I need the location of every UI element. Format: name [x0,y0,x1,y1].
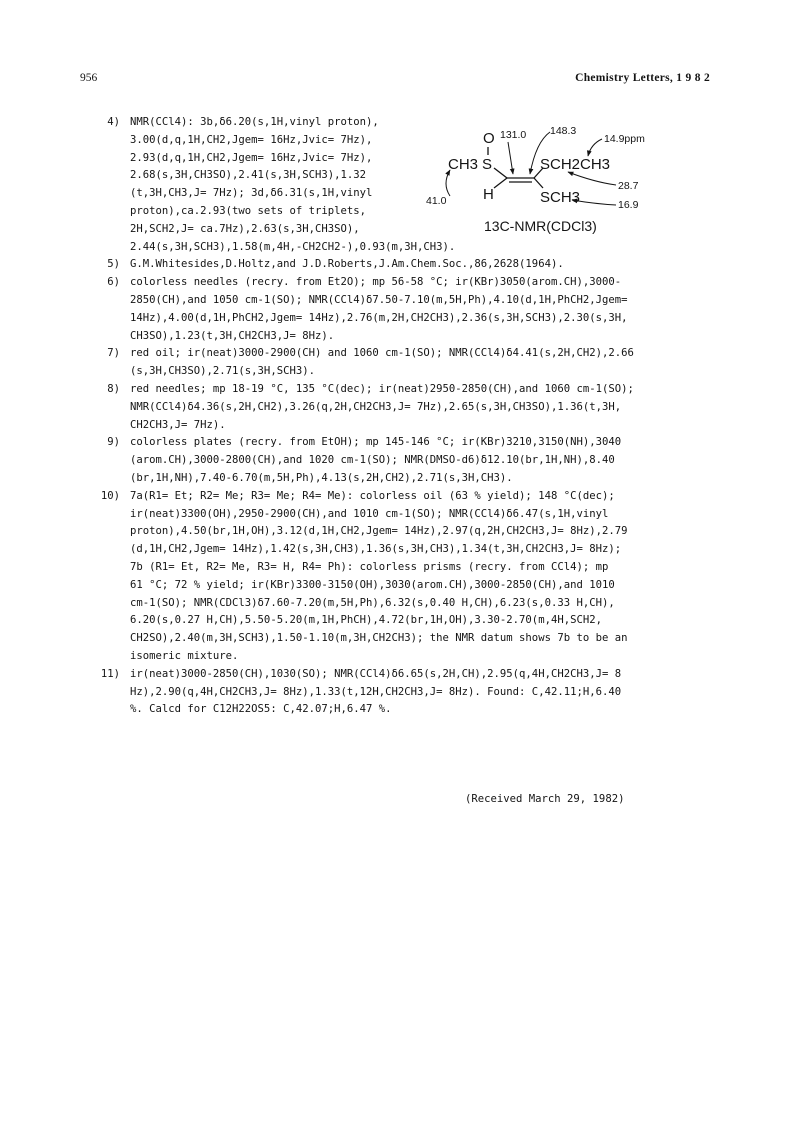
shift-131: 131.0 [500,129,527,141]
reference-line: CH3SO),1.23(t,3H,CH2CH3,J= 8Hz). [130,329,335,342]
reference-line: 2.93(d,q,1H,CH2,Jgem= 16Hz,Jvic= 7Hz), [130,151,373,164]
reference-line: CH2SO),2.40(m,3H,SCH3),1.50-1.10(m,3H,CH2CH3); the NMR datum shows 7b to be an [130,632,628,645]
reference-line: ir(neat)3300(OH),2950-2900(CH),and 1010 cm-1(SO); NMR(CCl4)δ6.47(s,1H,vinyl [130,507,609,520]
shift-149: 14.9ppm [604,133,645,145]
reference-line: proton),ca.2.93(two sets of triplets, [130,204,366,217]
reference-line: (br,1H,NH),7.40-6.70(m,5H,Ph),4.13(s,2H,CH2),2.71(s,3H,CH3). [130,471,513,484]
reference-number: 7) [107,347,120,360]
reference-line: (d,1H,CH2,Jgem= 14Hz),1.42(s,3H,CH3),1.36(s,3H,CH3),1.34(t,3H,CH2CH3,J= 8Hz); [130,543,622,556]
oxygen-atom: O [483,130,495,147]
shift-410: 41.0 [426,195,447,207]
reference-line: %. Calcd for C12H22OS5: C,42.07;H,6.47 %. [130,703,392,716]
reference-line: isomeric mixture. [130,649,239,662]
reference-line: 14Hz),4.00(d,1H,PhCH2,Jgem= 14Hz),2.76(m,2H,CH2CH3),2.36(s,3H,SCH3),2.30(s,3H, [130,311,628,324]
reference-number: 10) [100,489,120,502]
reference-line: proton),4.50(br,1H,OH),3.12(d,1H,CH2,Jgem= 14Hz),2.97(q,2H,CH2CH3,J= 8Hz),2.79 [130,525,628,538]
reference-number: 4) [107,116,120,128]
reference-item [86,274,726,345]
reference-line: 2850(CH),and 1050 cm-1(SO); NMR(CCl4)δ7.50-7.10(m,5H,Ph),4.10(d,1H,PhCH2,Jgem= [130,293,628,306]
methyl-group-left: CH3 [448,156,479,173]
journal-header: Chemistry Letters, 1 9 8 2 [575,72,710,84]
reference-number: 6) [107,276,120,289]
reference-item [86,345,726,381]
reference-line: G.M.Whitesides,D.Holtz,and J.D.Roberts,J.Am.Chem.Soc.,86,2628(1964). [130,258,564,271]
shift-287: 28.7 [618,180,639,192]
reference-line: 2.68(s,3H,CH3SO),2.41(s,3H,SCH3),1.32 [130,169,366,182]
reference-line: 7b (R1= Et, R2= Me, R3= H, R4= Ph): colorless prisms (recry. from CCl4); mp [130,560,609,573]
sulfinyl-sulfur: S [482,156,493,173]
figure-caption: 13C-NMR(CDCl3) [484,218,597,234]
reference-item [86,256,726,274]
reference-line: 2.44(s,3H,SCH3),1.58(m,4H,-CH2CH2-),0.93(m,3H,CH3). [130,240,456,253]
reference-line: 2H,SCH2,J= ca.7Hz),2.63(s,3H,CH3SO), [130,222,360,235]
reference-line: colorless needles (recry. from Et2O); mp 56-58 °C; ir(KBr)3050(arom.CH),3000- [130,276,622,289]
reference-line: Hz),2.90(q,4H,CH2CH3,J= 8Hz),1.33(t,12H,CH2CH3,J= 8Hz). Found: C,42.11;H,6.40 [130,685,622,698]
reference-line: CH2CH3,J= 7Hz). [130,418,226,431]
reference-item [86,434,726,487]
reference-number: 8) [107,382,120,395]
reference-line: 3.00(d,q,1H,CH2,Jgem= 16Hz,Jvic= 7Hz), [130,133,373,146]
hydrogen-atom: H [483,186,494,203]
reference-number: 9) [107,436,120,449]
reference-line: cm-1(SO); NMR(CDCl3)δ7.60-7.20(m,5H,Ph),6.32(s,0.40 H,CH),6.23(s,0.33 H,CH), [130,596,615,609]
reference-line: red oil; ir(neat)3000-2900(CH) and 1060 cm-1(SO); NMR(CCl4)δ4.41(s,2H,CH2),2.66 [130,347,634,360]
received-date: (Received March 29, 1982) [465,793,625,805]
reference-number: 5) [107,258,120,271]
reference-line: NMR(CCl4): 3b,δ6.20(s,1H,vinyl proton), [130,116,379,128]
reference-line: 6.20(s,0.27 H,CH),5.50-5.20(m,1H,PhCH),4.72(br,1H,OH),3.30-2.70(m,4H,SCH2, [130,614,602,627]
ethylthio-group: SCH2CH3 [540,156,611,173]
reference-line: (s,3H,CH3SO),2.71(s,3H,SCH3). [130,365,315,378]
reference-item [86,381,726,434]
shift-169: 16.9 [618,199,639,211]
reference-line: (t,3H,CH3,J= 7Hz); 3d,δ6.31(s,1H,vinyl [130,187,373,200]
shift-1483: 148.3 [550,125,577,137]
reference-line: ir(neat)3000-2850(CH),1030(SO); NMR(CCl4)δ6.65(s,2H,CH),2.95(q,4H,CH2CH3,J= 8 [130,667,622,680]
reference-line: NMR(CCl4)δ4.36(s,2H,CH2),3.26(q,2H,CH2CH3,J= 7Hz),2.65(s,3H,CH3SO),1.36(t,3H, [130,400,622,413]
reference-item [86,666,726,719]
reference-line: 7a(R1= Et; R2= Me; R3= Me; R4= Me): colorless oil (63 % yield); 148 °C(dec); [130,489,615,502]
page-number: 956 [80,72,98,84]
reference-line: 61 °C; 72 % yield; ir(KBr)3300-3150(OH),3030(arom.CH),3000-2850(CH),and 1010 [130,578,615,591]
reference-line: red needles; mp 18-19 °C, 135 °C(dec); ir(neat)2950-2850(CH),and 1060 cm-1(SO); [130,382,634,395]
reference-line: colorless plates (recry. from EtOH); mp 145-146 °C; ir(KBr)3210,3150(NH),3040 [130,436,622,449]
reference-item [86,488,726,666]
reference-number: 11) [100,667,120,680]
reference-list [86,114,726,719]
reference-item [86,114,726,256]
methylthio-group: SCH3 [540,189,581,206]
reference-line: (arom.CH),3000-2800(CH),and 1020 cm-1(SO); NMR(DMSO-d6)δ12.10(br,1H,NH),8.40 [130,454,615,467]
